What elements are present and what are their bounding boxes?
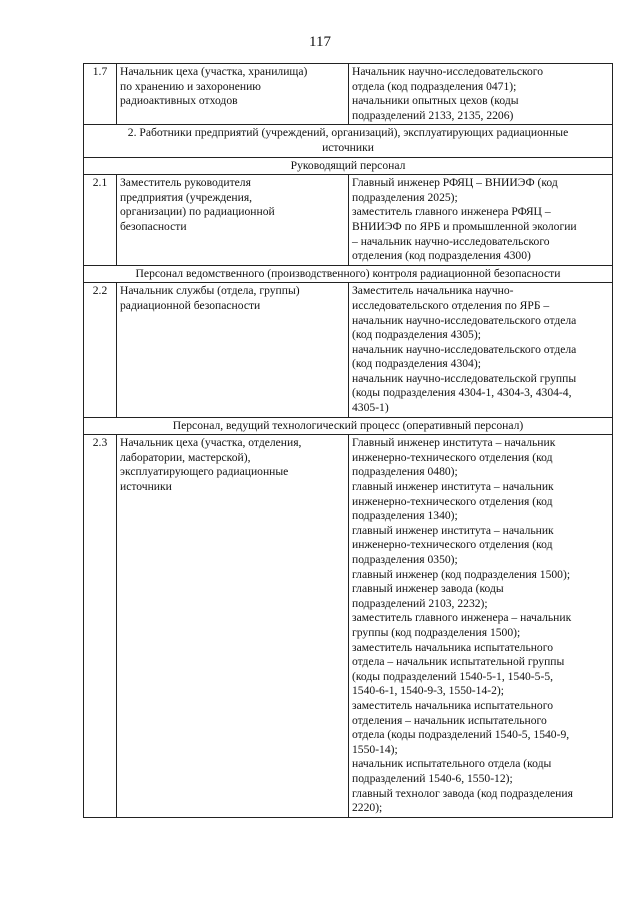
- assigned-line: ВНИИЭФ по ЯРБ и промышленной экологии: [352, 219, 577, 233]
- assigned-line: Начальник научно-исследовательского: [352, 65, 544, 78]
- assigned-line: Главный инженер РФЯЦ – ВНИИЭФ (код: [352, 176, 558, 190]
- position-line: по хранению и захоронению: [120, 79, 261, 93]
- assigned-line: 1550-14);: [352, 742, 398, 756]
- item-number: 2.3: [84, 435, 117, 817]
- assigned-line: инженерно-технического отделения (код: [352, 538, 553, 552]
- section-heading-line: 2. Работники предприятий (учреждений, организаций), эксплуатирующих радиационные: [127, 126, 569, 140]
- assigned-line: начальник научно-исследовательской группы: [352, 371, 577, 385]
- table-row: [84, 435, 613, 817]
- assigned-line: Заместитель начальника научно-: [352, 284, 514, 298]
- assigned-line: начальник научно-исследовательского отдела: [352, 342, 577, 356]
- positions-table: [83, 63, 613, 818]
- assigned-line: 2220);: [352, 801, 383, 815]
- assigned-line: главный инженер завода (коды: [352, 582, 504, 596]
- assigned-cell: [349, 64, 613, 125]
- position-line: Начальник цеха (участка, отделения,: [120, 436, 302, 450]
- assigned-cell: [349, 283, 613, 417]
- subsection-heading: Персонал ведомственного (производственного) контроля радиационной безопасности: [84, 265, 613, 283]
- table-row: [84, 175, 613, 266]
- subsection-row: [84, 417, 613, 435]
- assigned-line: главный технолог завода (код подразделения: [352, 786, 573, 800]
- position-line: организации) по радиационной: [120, 205, 275, 219]
- position-cell: [117, 64, 349, 125]
- assigned-line: заместитель начальника испытательного: [352, 640, 553, 654]
- assigned-line: подразделений 1540-6, 1550-12);: [352, 771, 513, 785]
- assigned-line: отдела – начальник испытательной группы: [352, 655, 565, 669]
- table-row: [84, 283, 613, 417]
- assigned-line: главный инженер (код подразделения 1500);: [352, 567, 571, 581]
- assigned-line: подразделения 0350);: [352, 553, 458, 566]
- section-heading: [84, 125, 613, 157]
- position-line: предприятия (учреждения,: [120, 190, 253, 204]
- subsection-row: [84, 265, 613, 283]
- assigned-line: главный инженер института – начальник: [352, 480, 554, 494]
- position-line: Начальник цеха (участка, хранилища): [120, 65, 308, 78]
- assigned-line: группы (код подразделения 1500);: [352, 625, 521, 639]
- assigned-line: подразделения 2025);: [352, 190, 458, 204]
- assigned-cell: [349, 175, 613, 266]
- assigned-line: начальники опытных цехов (коды: [352, 94, 519, 108]
- subsection-row: [84, 157, 613, 175]
- assigned-line: подразделений 2133, 2135, 2206): [352, 108, 514, 122]
- item-number: 2.1: [84, 175, 117, 266]
- assigned-line: (коды подразделений 1540-5-1, 1540-5-5,: [352, 669, 554, 683]
- position-cell: [117, 435, 349, 817]
- position-line: радиоактивных отходов: [120, 94, 238, 108]
- positions-table-body: [84, 64, 613, 818]
- assigned-line: (код подразделения 4305);: [352, 328, 481, 342]
- assigned-line: отдела (коды подразделений 1540-5, 1540-9,: [352, 728, 570, 742]
- assigned-line: 4305-1): [352, 401, 389, 415]
- subsection-heading: Персонал, ведущий технологический процесс (оперативный персонал): [84, 417, 613, 435]
- assigned-line: инженерно-технического отделения (код: [352, 450, 553, 464]
- assigned-line: подразделения 1340);: [352, 509, 458, 523]
- assigned-line: инженерно-технического отделения (код: [352, 494, 553, 508]
- section-row: [84, 125, 613, 157]
- assigned-line: – начальник научно-исследовательского: [352, 234, 550, 248]
- assigned-line: 1540-6-1, 1540-9-3, 1550-14-2);: [352, 684, 504, 698]
- assigned-line: подразделения 0480);: [352, 465, 458, 479]
- item-number: 1.7: [84, 64, 117, 125]
- subsection-heading: Руководящий персонал: [84, 157, 613, 175]
- position-line: радиационной безопасности: [120, 298, 261, 312]
- position-line: Начальник службы (отдела, группы): [120, 284, 300, 298]
- assigned-line: Главный инженер института – начальник: [352, 436, 556, 450]
- position-line: безопасности: [120, 219, 187, 233]
- assigned-line: главный инженер института – начальник: [352, 523, 554, 537]
- position-line: лаборатории, мастерской),: [120, 450, 251, 464]
- assigned-line: заместитель главного инженера – начальник: [352, 611, 572, 625]
- assigned-line: подразделений 2103, 2232);: [352, 596, 488, 610]
- item-number: 2.2: [84, 283, 117, 417]
- assigned-line: заместитель начальника испытательного: [352, 698, 553, 712]
- assigned-cell: [349, 435, 613, 817]
- table-row: [84, 64, 613, 125]
- assigned-line: начальник испытательного отдела (коды: [352, 757, 552, 771]
- assigned-line: заместитель главного инженера РФЯЦ –: [352, 205, 551, 219]
- position-cell: [117, 283, 349, 417]
- assigned-line: отдела (код подразделения 0471);: [352, 79, 517, 93]
- position-cell: [117, 175, 349, 266]
- assigned-line: исследовательского отделения по ЯРБ –: [352, 298, 550, 312]
- section-heading-line: источники: [322, 140, 374, 154]
- assigned-line: отделения (код подразделения 4300): [352, 249, 531, 263]
- assigned-line: начальник научно-исследовательского отдела: [352, 313, 577, 327]
- assigned-line: отделения – начальник испытательного: [352, 713, 547, 727]
- assigned-line: (код подразделения 4304);: [352, 357, 481, 371]
- page-number: 117: [309, 34, 331, 50]
- position-line: источники: [120, 480, 172, 494]
- position-line: эксплуатирующего радиационные: [120, 465, 289, 479]
- assigned-line: (коды подразделения 4304-1, 4304-3, 4304-4,: [352, 386, 572, 400]
- position-line: Заместитель руководителя: [120, 176, 251, 190]
